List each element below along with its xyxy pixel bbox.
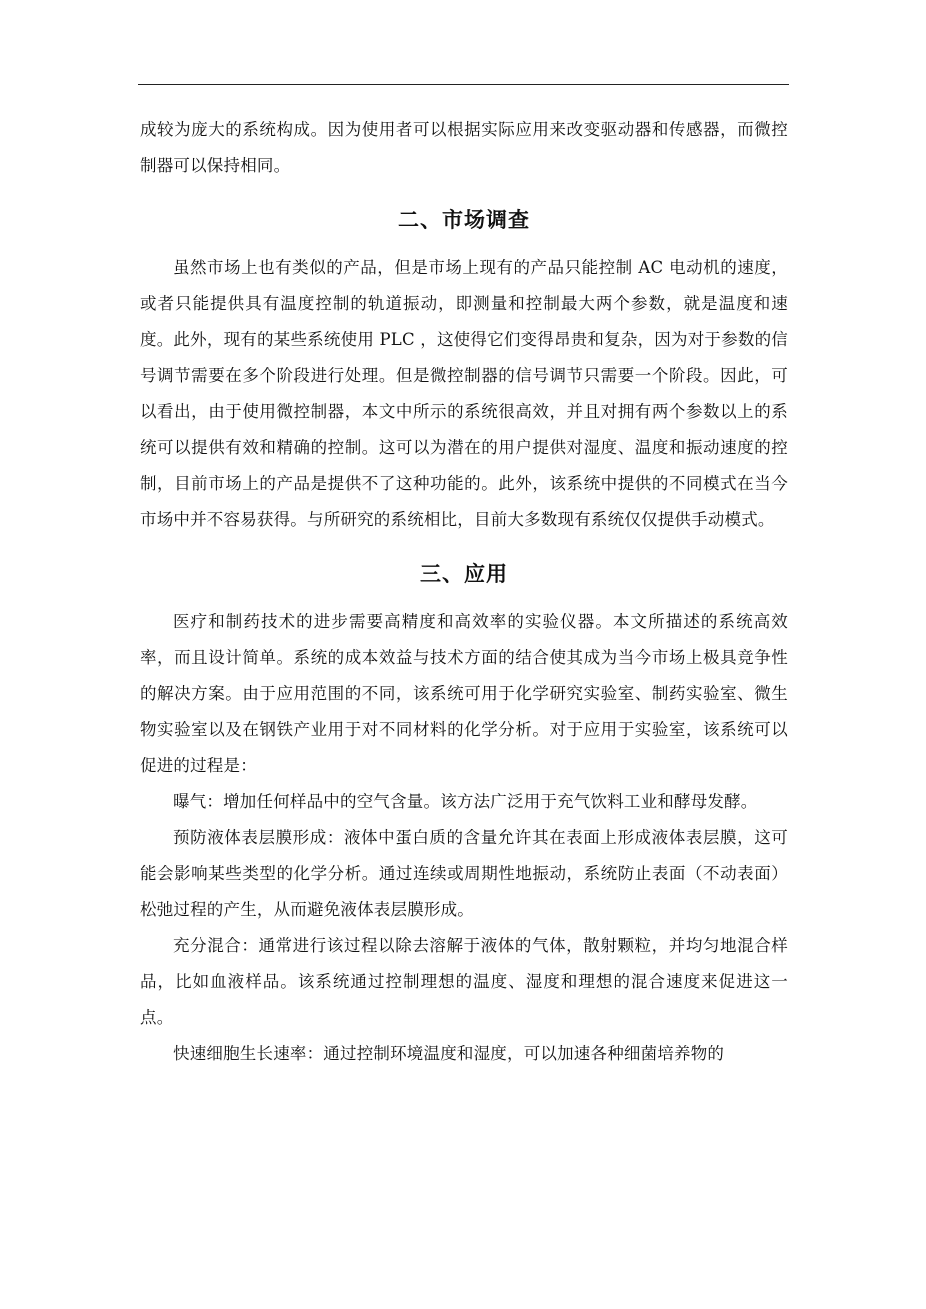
intro-paragraph: 成较为庞大的系统构成。因为使用者可以根据实际应用来改变驱动器和传感器，而微控制器可以保持相同。 (140, 120, 788, 175)
cell-growth-paragraph: 快速细胞生长速率：通过控制环境温度和湿度，可以加速各种细菌培养物的 (173, 1044, 725, 1063)
mixing-paragraph: 充分混合：通常进行该过程以除去溶解于液体的气体，散射颗粒，并均匀地混合样品，比如血液样品。该系统通过控制理想的温度、湿度和理想的混合速度来促进这一点。 (140, 936, 788, 1027)
film-prevention-paragraph: 预防液体表层膜形成：液体中蛋白质的含量允许其在表面上形成液体表层膜，这可能会影响某些类型的化学分析。通过连续或周期性地振动，系统防止表面（不动表面）松弛过程的产生，从而避免液体表层膜形成。 (140, 828, 788, 919)
header-rule (138, 84, 789, 85)
section-heading-market-survey: 二、市场调查 (398, 208, 530, 232)
section-heading-application: 三、应用 (420, 562, 508, 586)
application-paragraph: 医疗和制药技术的进步需要高精度和高效率的实验仪器。本文所描述的系统高效率，而且设计简单。系统的成本效益与技术方面的结合使其成为当今市场上极具竞争性的解决方案。由于应用范围的不同，该系统可用于化学研究实验室、制药实验室、微生物实验室以及在钢铁产业用于对不同材料的化学分析。对于应用于实验室，该系统可以促进的过程是： (140, 612, 788, 775)
aeration-paragraph: 曝气：增加任何样品中的空气含量。该方法广泛用于充气饮料工业和酵母发酵。 (173, 792, 758, 811)
market-survey-paragraph: 虽然市场上也有类似的产品，但是市场上现有的产品只能控制 AC 电动机的速度，或者只能提供具有温度控制的轨道振动，即测量和控制最大两个参数，就是温度和速度。此外，现有的某些系统使用 PLC ，这使得它们变得昂贵和复杂，因为对于参数的信号调节需要在多个阶段进行处理。但是微控制器的信号调节只需要一个阶段。因此，可以看出，由于使用微控制器，本文中所示的系统很高效，并且对拥有两个参数以上的系统可以提供有效和精确的控制。这可以为潜在的用户提供对湿度、温度和振动速度的控制，目前市场上的产品是提供不了这种功能的。此外，该系统中提供的不同模式在当今市场中并不容易获得。与所研究的系统相比，目前大多数现有系统仅仅提供手动模式。 (140, 258, 788, 529)
document-body (140, 112, 788, 1072)
